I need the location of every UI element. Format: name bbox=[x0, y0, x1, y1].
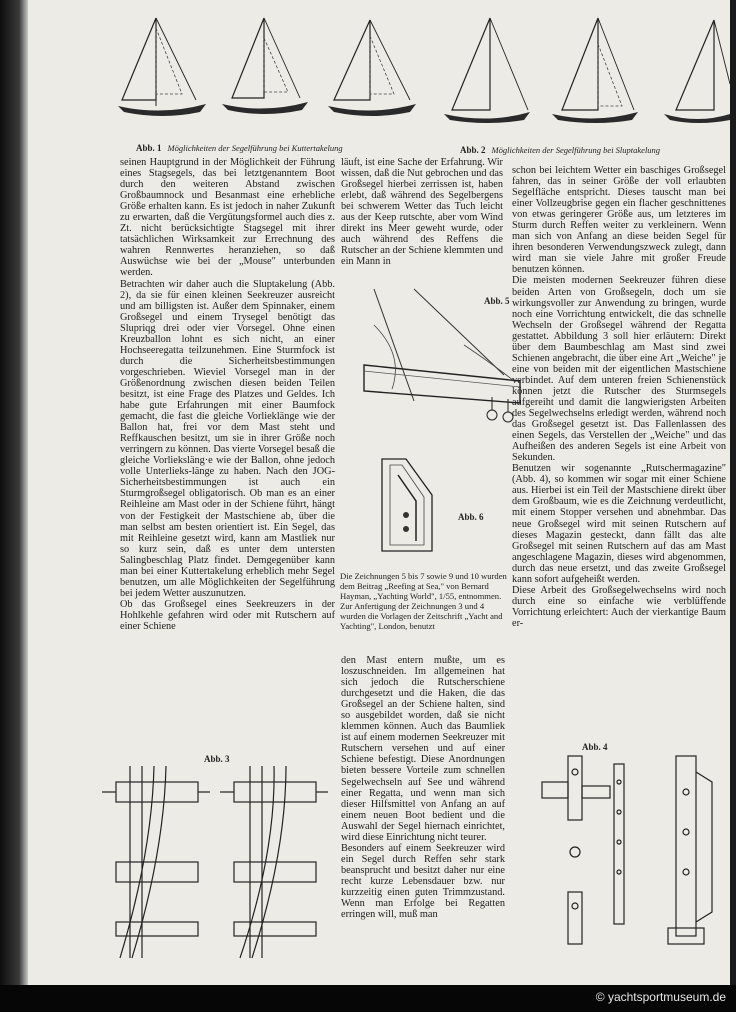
caption-abb2 bbox=[460, 145, 660, 155]
figure-abb3-label: Abb. 3 bbox=[204, 754, 230, 764]
middle-paragraph-3: Besonders auf einem Seekreuzer wird ein Segel durch Reffen sehr stark beansprucht und besitzt daher nur eine recht kurze Lebensdauer bzw. nur kurzzeitig einen guten Trimmzustand. Wenn man Erfolge bei Regatten erringen will, muß man bbox=[341, 842, 505, 921]
sailboat-figure-5 bbox=[548, 14, 640, 124]
right-paragraph-3: Benutzen wir sogenannte „Rutschermagazine" (Abb. 4), so kommen wir sogar mit einer Schiene aus. Hierbei ist ein Teil der Mastschiene direkt über dem Großbaum, wie es die Zeichnung verdeutlicht, mit einem Stopper versehen und abnehmbar. Das neue Großsegel wird mit seinen Rutschern auf dieses Magazin gesteckt, dann fällt das alte Großsegel mit seinen Rutschern auf das am Mast angeschlagene Magazin, dieses wird abgenommen, durch das neue ersetzt, und das zweite Großsegel kann sofort aufgeheißt werden. bbox=[512, 463, 726, 585]
left-column bbox=[120, 157, 335, 632]
footer-credit: © yachtsportmuseum.de bbox=[595, 990, 726, 1004]
caption-abb1-number: Abb. 1 bbox=[136, 143, 162, 153]
sailboat-illustrations bbox=[110, 14, 730, 134]
illustration-credit: Die Zeichnungen 5 bis 7 sowie 9 und 10 wurden dem Beitrag „Reefing at Sea," von Bernard Hayman, „Yachting World", 1/55, entnommen. Zur Anfertigung der Zeichnungen 3 und 4 wurden die Vorlagen der Zeitschrift „Yacht and Yachting", London, benutzt bbox=[340, 571, 507, 631]
footer-bar bbox=[0, 985, 736, 1012]
sailboat-figure-6 bbox=[658, 14, 730, 124]
left-paragraph-2: Betrachten wir daher auch die Sluptakelung (Abb. 2), da sie für einen kleinen Seekreuzer ausreicht und am billigsten ist. Außer dem Spinnaker, einem Großsegel und einem Trysegel benötigt das Slupriqg drei oder vier Vorsegel. Ohne einen Kreuzballon lohnt es sich nicht, an einer Hochseeregatta teilzunehmen. Eine Sturmfock ist durch die Sicherheitsbestimmungen vorgeschrieben. Wieviel Vorsegel man in der Größenordnung zwischen diesen beiden Teilen besitzt, ist eine Frage des Platzes und Geldes. Ich habe gute Erfahrungen mit einer Baumfock gemacht, die fast die gleiche Vorlieklänge wie der Ballon hat, frei vor dem Mast steht und Reffkauschen besitzt, um sie in ihrer Größe noch verringern zu können. Das vierte Vorsegel besaß die gleiche Vorlieksläng·e wie der Ballon, ohne jedoch volle Unterlieks-länge zu haben. Nach den JOG-Sicherheitsbestimmungen ist auch ein Sturmgroßsegel obligatorisch. Ob man es an einer Reihleine am Mast oder in der Schiene führt, hängt von der Festigkeit der Mastschiene ab, über die man selbst am besten orientiert ist. Ein Segel, das mit Reihleine gesetzt wird, kann am Mastliek nur so kurz sein, daß es unter dem untersten Salingbeschlag Platz findet. Demgegenüber kann man bei einer Kuttertakelung erheblich mehr Segel benutzen, um alle Möglichkeiten der Segelführung bei jedem Wetter auszunutzen. bbox=[120, 278, 335, 599]
right-paragraph-1: schon bei leichtem Wetter ein baschiges Großsegel fahren, das in seiner Größe der voll erlaubten Segelfläche entspricht. Dieses tauscht man bei einer Vollzeugbrise gegen ein flacher geschnittenes von etwas geringerer Größe aus, um letzteres im Sturm durch Reffen weiter zu verkleinern. Wenn man sich von Anfang an diese beiden Segel für ihren besonderen Verwendungszweck zulegt, dann wird man sie viele Jahre mit großer Freude benutzen können. bbox=[512, 165, 726, 276]
middle-column-bottom bbox=[341, 655, 505, 920]
sailboat-figure-4 bbox=[440, 14, 532, 124]
sailboat-figure-2 bbox=[218, 14, 310, 124]
figure-abb4-slide-magazine bbox=[528, 752, 722, 952]
right-column bbox=[512, 165, 726, 629]
figure-abb6-label: Abb. 6 bbox=[458, 512, 484, 522]
right-paragraph-4: Diese Arbeit des Großsegelwechselns wird noch durch eine so einfache wie verblüffende Vorrichtung erleichtert: Auch der vierkantige Baum er- bbox=[512, 584, 726, 629]
right-paragraph-2: Die meisten modernen Seekreuzer führen diese beiden Arten von Großsegeln, doch um sie wirkungsvoller zur Anwendung zu bringen, wurde noch eine Vorrichtung entwickelt, die das schnelle Wechseln der Großsegel während der Regatta gestattet. Abbildung 3 soll hier erläutern: Direkt über dem Baumbeschlag am Mast sind zwei Schienen angebracht, die über eine Art „Weiche" je eine von beiden mit der eigentlichen Mastschiene verbindet. Auf dem unteren freien Schienenstück können jetzt die Rutscher des Sturmsegels aufgereiht und damit die langwierigsten Arbeiten des Segelwechselns erledigt werden, während noch das Großsegel gesetzt ist. Das Fallenlassen des einen Segels, das Verstellen der „Weiche" und das Aufheißen des anderen Segels ist eine Arbeit von Sekunden. bbox=[512, 275, 726, 464]
left-paragraph-1: seinen Hauptgrund in der Möglichkeit der Führung eines Stagsegels, das bei letztgenanntem Boot durch den weiteren Abstand zwischen Großbaumnock und Besanmast eine erhebliche Größe erhalten kann. Es ist jedoch in naher Zukunft zu erwarten, daß die Vergütungsformel auch dies z. Zt. nicht berücksichtigte Stagsegel mit ihrer tatsächlichen Wirksamkeit zur Errechnung des wahren Rennwertes heranziehen, so daß Auswüchse wie bei der „Mouse" unterbunden werden. bbox=[120, 157, 335, 279]
figure-abb5-label: Abb. 5 bbox=[484, 296, 510, 306]
middle-paragraph-2: den Mast entern mußte, um es loszuschneiden. Im allgemeinen hat sich jedoch die Rutscherschiene durchgesetzt und die Haken, die das Großsegel an der Schiene halten, sind so ausgebildet worden, daß sie nicht klemmen können. Auch das Baumliek ist auf einem modernen Seekreuzer mit Rutschern versehen und auf einer Schiene befestigt. Diese Anordnungen bieten bessere Vorteile zum schnellen Segelwechseln auf See und während einer Regatta, und wenn man sich dieser Hilfsmittel von Anfang an auf einem neuen Boot bedient und die Auswahl der Segel hiernach einrichtet, wird diese Einrichtung nicht teurer. bbox=[341, 655, 505, 843]
caption-abb1 bbox=[136, 143, 343, 153]
sailboat-figure-1 bbox=[116, 14, 208, 124]
figure-abb4-label: Abb. 4 bbox=[582, 742, 608, 752]
figure-abb3-switch-track bbox=[94, 762, 330, 967]
caption-abb2-number: Abb. 2 bbox=[460, 145, 486, 155]
middle-paragraph-1: läuft, ist eine Sache der Erfahrung. Wir wissen, daß die Nut gebrochen und das Großsegel hierbei zerrissen ist, haben erlebt, daß während des Segelbergens bei schwerem Wetter das Tuch leicht aus der Keep rutschte, aber vom Wind direkt ins Meer geweht wurde, oder auch während des Reffens die Rutscher an der Schiene klemmten und ein Mann in bbox=[341, 157, 503, 268]
caption-abb1-text: Möglichkeiten der Segelführung bei Kuttertakelung bbox=[167, 143, 343, 153]
middle-column-top bbox=[341, 157, 503, 267]
left-paragraph-3: Ob das Großsegel eines Seekreuzers in der Hohlkehle gefahren wird oder mit Rutschern auf einer Schiene bbox=[120, 598, 335, 632]
figure-abb6-groove-detail bbox=[372, 455, 452, 560]
caption-abb2-text: Möglichkeiten der Segelführung bei Sluptakelung bbox=[491, 145, 661, 155]
figure-abb5-boom-reefing bbox=[344, 285, 534, 435]
sailboat-figure-3 bbox=[326, 14, 418, 124]
